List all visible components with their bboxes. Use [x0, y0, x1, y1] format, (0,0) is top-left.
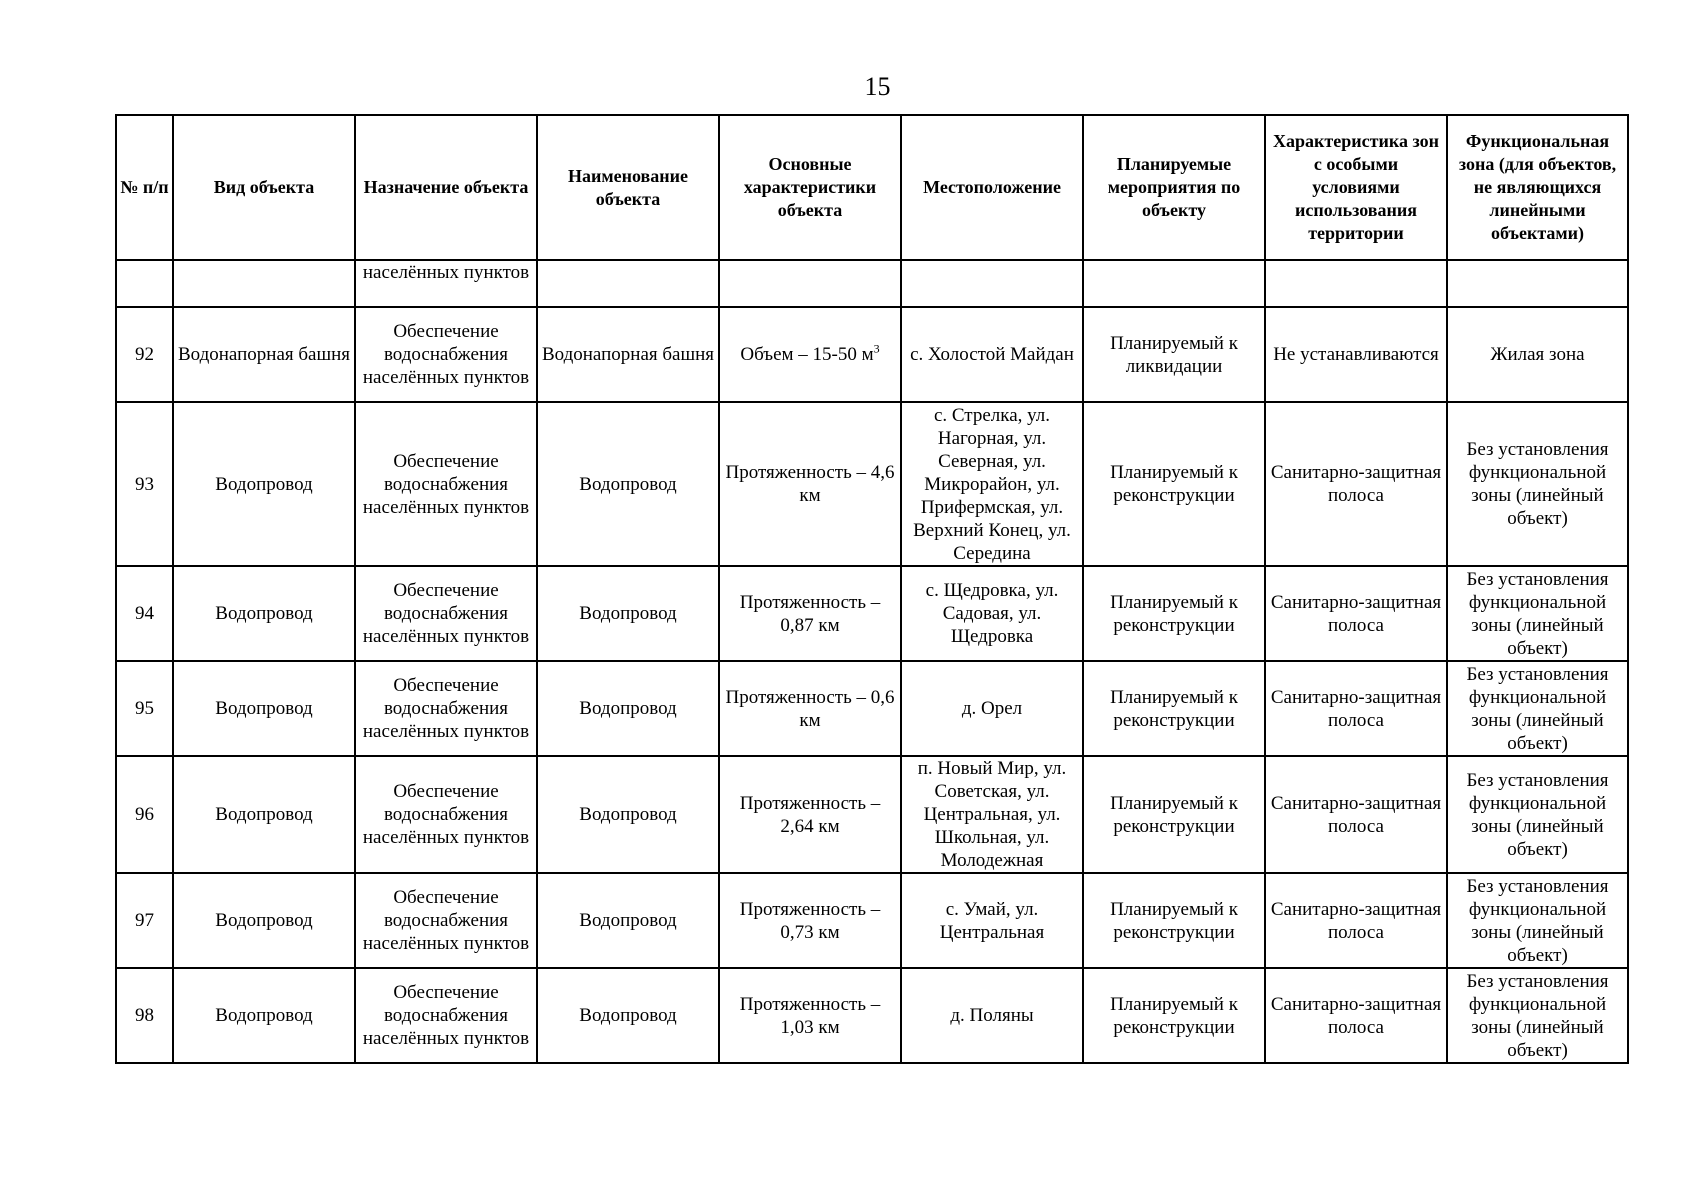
cell-characteristics — [719, 307, 901, 402]
cell-location: д. Поляны — [901, 968, 1083, 1063]
cell-name: Водопровод — [537, 873, 719, 968]
cell-name: Водопровод — [537, 661, 719, 756]
cell-type: Водопровод — [173, 402, 355, 566]
table-row — [116, 402, 1628, 566]
table-cell — [1447, 260, 1628, 307]
cell-num: 92 — [116, 307, 173, 402]
cell-measures: Планируемый к реконструкции — [1083, 661, 1265, 756]
cell-num: 98 — [116, 968, 173, 1063]
cell-functional-zone: Без установления функциональной зоны (линейный объект) — [1447, 566, 1628, 661]
cell-purpose: Обеспечение водоснабжения населённых пунктов — [355, 756, 537, 873]
cell-characteristics: Протяженность – 0,87 км — [719, 566, 901, 661]
cell-measures: Планируемый к реконструкции — [1083, 873, 1265, 968]
cell-purpose: Обеспечение водоснабжения населённых пунктов — [355, 307, 537, 402]
cell-purpose: Обеспечение водоснабжения населённых пунктов — [355, 661, 537, 756]
header-type: Вид объекта — [173, 115, 355, 260]
cell-type: Водопровод — [173, 661, 355, 756]
header-num: № п/п — [116, 115, 173, 260]
header-functional-zone: Функциональная зона (для объектов, не являющихся линейными объектами) — [1447, 115, 1628, 260]
table-row — [116, 968, 1628, 1063]
header-measures: Планируемые мероприятия по объекту — [1083, 115, 1265, 260]
cell-measures: Планируемый к реконструкции — [1083, 566, 1265, 661]
table-cell — [901, 260, 1083, 307]
cell-functional-zone: Жилая зона — [1447, 307, 1628, 402]
cell-type: Водонапорная башня — [173, 307, 355, 402]
cell-name: Водонапорная башня — [537, 307, 719, 402]
table-cell — [537, 260, 719, 307]
table-cell — [116, 260, 173, 307]
cell-name: Водопровод — [537, 402, 719, 566]
table-cell — [1083, 260, 1265, 307]
header-name: Наименование объекта — [537, 115, 719, 260]
cell-location: с. Щедровка, ул. Садовая, ул. Щедровка — [901, 566, 1083, 661]
header-location: Местоположение — [901, 115, 1083, 260]
cell-functional-zone: Без установления функциональной зоны (линейный объект) — [1447, 402, 1628, 566]
cell-name: Водопровод — [537, 756, 719, 873]
cell-measures: Планируемый к реконструкции — [1083, 756, 1265, 873]
cell-location: с. Умай, ул. Центральная — [901, 873, 1083, 968]
cell-characteristics: Протяженность – 0,6 км — [719, 661, 901, 756]
cell-zones: Санитарно-защитная полоса — [1265, 968, 1447, 1063]
header-zones: Характеристика зон с особыми условиями использования территории — [1265, 115, 1447, 260]
cell-purpose: Обеспечение водоснабжения населённых пунктов — [355, 968, 537, 1063]
header-purpose: Назначение объекта — [355, 115, 537, 260]
characteristics-text: Объем – 15-50 м — [740, 344, 874, 365]
cell-measures: Планируемый к реконструкции — [1083, 402, 1265, 566]
cell-zones: Санитарно-защитная полоса — [1265, 566, 1447, 661]
continuation-row — [116, 260, 1628, 307]
cell-functional-zone: Без установления функциональной зоны (линейный объект) — [1447, 873, 1628, 968]
cell-num: 94 — [116, 566, 173, 661]
cell-location: с. Холостой Майдан — [901, 307, 1083, 402]
cell-functional-zone: Без установления функциональной зоны (линейный объект) — [1447, 756, 1628, 873]
cell-characteristics: Протяженность – 4,6 км — [719, 402, 901, 566]
cell-num: 93 — [116, 402, 173, 566]
cell-type: Водопровод — [173, 756, 355, 873]
objects-table — [115, 114, 1629, 1064]
table-cell — [1265, 260, 1447, 307]
page-number: 15 — [864, 72, 891, 101]
cell-purpose: Обеспечение водоснабжения населённых пунктов — [355, 873, 537, 968]
cell-zones: Не устанавливаются — [1265, 307, 1447, 402]
cell-type: Водопровод — [173, 566, 355, 661]
cell-characteristics: Протяженность – 2,64 км — [719, 756, 901, 873]
table-row — [116, 661, 1628, 756]
superscript: 3 — [873, 341, 880, 356]
table-cell — [173, 260, 355, 307]
table-row — [116, 873, 1628, 968]
cell-purpose: Обеспечение водоснабжения населённых пунктов — [355, 402, 537, 566]
table-cell-purpose: населённых пунктов — [355, 260, 537, 307]
table-header-row — [116, 115, 1628, 260]
cell-functional-zone: Без установления функциональной зоны (линейный объект) — [1447, 968, 1628, 1063]
cell-zones: Санитарно-защитная полоса — [1265, 756, 1447, 873]
cell-type: Водопровод — [173, 873, 355, 968]
cell-zones: Санитарно-защитная полоса — [1265, 402, 1447, 566]
cell-location: с. Стрелка, ул. Нагорная, ул. Северная, ул. Микрорайон, ул. Прифермская, ул. Верхний Конец, ул. Середина — [901, 402, 1083, 566]
cell-measures: Планируемый к реконструкции — [1083, 968, 1265, 1063]
header-characteristics: Основные характеристики объекта — [719, 115, 901, 260]
cell-characteristics: Протяженность – 0,73 км — [719, 873, 901, 968]
cell-purpose: Обеспечение водоснабжения населённых пунктов — [355, 566, 537, 661]
cell-num: 95 — [116, 661, 173, 756]
cell-num: 97 — [116, 873, 173, 968]
cell-zones: Санитарно-защитная полоса — [1265, 661, 1447, 756]
cell-location: д. Орел — [901, 661, 1083, 756]
table-row — [116, 566, 1628, 661]
table-row — [116, 756, 1628, 873]
cell-measures: Планируемый к ликвидации — [1083, 307, 1265, 402]
cell-zones: Санитарно-защитная полоса — [1265, 873, 1447, 968]
cell-location: п. Новый Мир, ул. Советская, ул. Центральная, ул. Школьная, ул. Молодежная — [901, 756, 1083, 873]
table-row — [116, 307, 1628, 402]
table-cell — [719, 260, 901, 307]
cell-name: Водопровод — [537, 566, 719, 661]
cell-num: 96 — [116, 756, 173, 873]
cell-name: Водопровод — [537, 968, 719, 1063]
cell-type: Водопровод — [173, 968, 355, 1063]
cell-functional-zone: Без установления функциональной зоны (линейный объект) — [1447, 661, 1628, 756]
cell-characteristics: Протяженность – 1,03 км — [719, 968, 901, 1063]
